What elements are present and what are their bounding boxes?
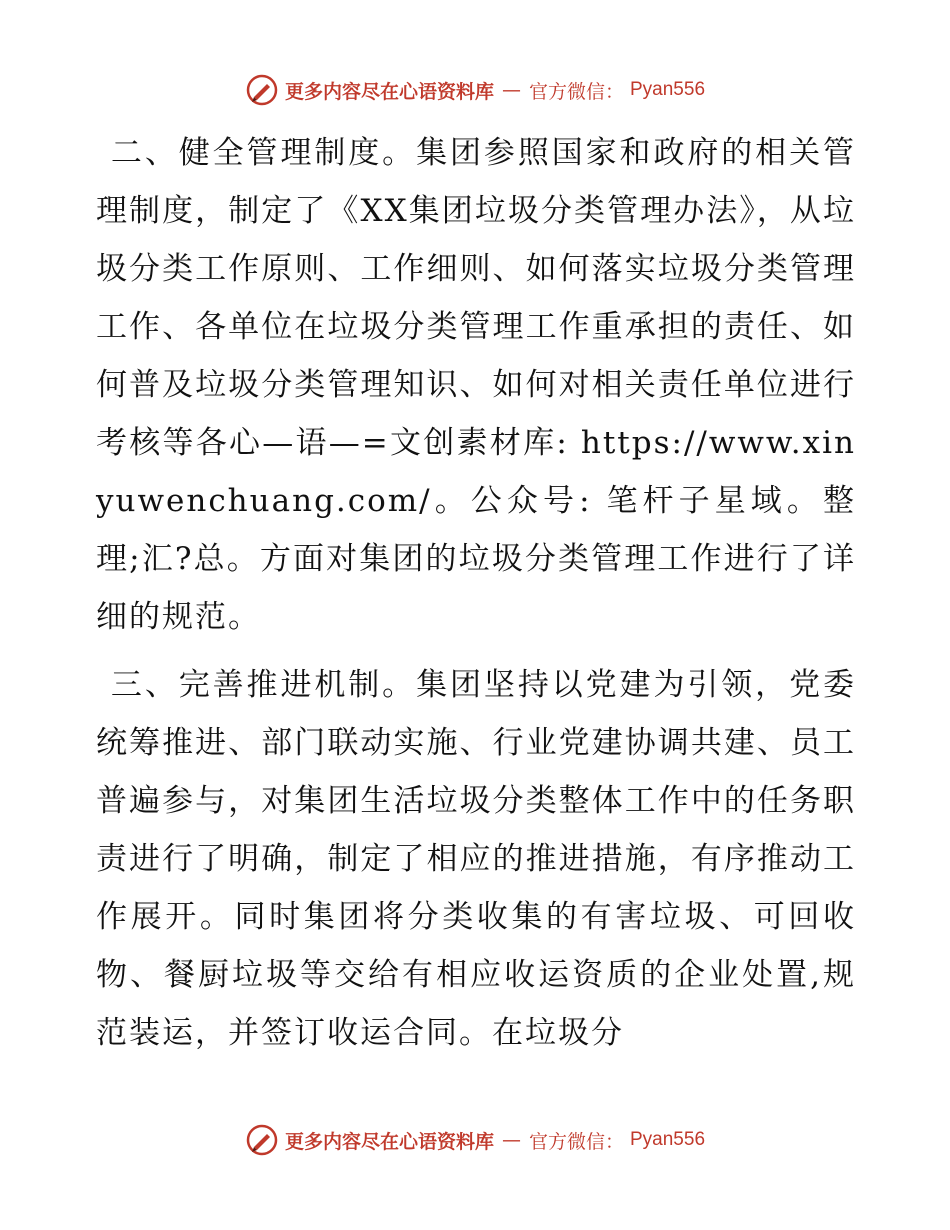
paragraph-text: 三、完善推进机制。集团坚持以党建为引领，党委统筹推进、部门联动实施、行业党建协调共建、员工普遍参与，对集团生活垃圾分类整体工作中的任务职责进行了明确，制定了相应的推进措施，有序推动工作展开。同时集团将分类收集的有害垃圾、可回收物、餐厨垃圾等交给有相应收运资质的企业处置,规范装运，并签订收运合同。在垃圾分 [96,667,856,1051]
paragraph-promotion-mechanism [96,656,856,1062]
paragraph-management-system [96,124,856,646]
header-dash: — [501,79,521,101]
header-wechat-label: 官方微信： [528,80,624,103]
footer-dash: — [501,1129,521,1151]
header-banner [0,70,950,110]
header-wechat-id: Pyan556 [630,79,706,100]
pen-logo-icon [245,73,279,107]
paragraph-text: 二、健全管理制度。集团参照国家和政府的相关管理制度，制定了《XX集团垃圾分类管理办法》，从垃圾分类工作原则、工作细则、如何落实垃圾分类管理工作、各单位在垃圾分类管理工作重承担的责任、如何普及垃圾分类管理知识、如何对相关责任单位进行考核等各心—语—=文创素材库: https://www.xinyuwenchuang.com/。公众号: 笔杆子星域。整理;汇?总。方面对集团的垃圾分类管理工作进行了详细的规范。 [96,135,856,635]
footer-wechat-id: Pyan556 [630,1129,706,1150]
pen-logo-icon [245,1123,279,1157]
footer-brand-text: 更多内容尽在心语资料库 [284,1130,494,1153]
footer-wechat-label: 官方微信： [528,1130,624,1153]
footer-banner [0,1120,950,1160]
document-body [96,124,856,1062]
header-brand-text: 更多内容尽在心语资料库 [284,80,494,103]
